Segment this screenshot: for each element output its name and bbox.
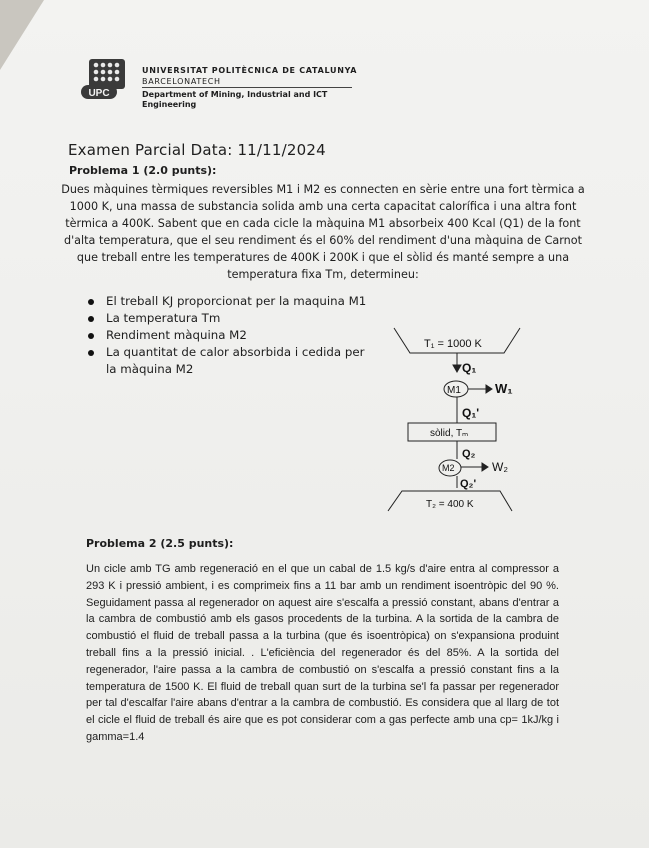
logo-text: UPC xyxy=(88,88,110,99)
bullet-item: El treball KJ proporcionat per la maquina M1 xyxy=(88,293,378,310)
q2-label: Q₂ xyxy=(462,448,476,460)
t1-label: T₁ = 1000 K xyxy=(424,338,482,350)
department-line2: Engineering xyxy=(142,100,197,109)
bullet-item: Rendiment màquina M2 xyxy=(88,327,378,344)
problem2-text: Un cicle amb TG amb regeneració en el que un cabal de 1.5 kg/s d'aire entra al compressor a 293 K i pressió ambient, i es comprimeix fins a 11 bar amb un rendiment isoentròpic del 90 %. Seguidament passa al regenerador on aquest aire s'escalfa a pressió constant, abans d'entrar a la cambra de combustió amb els gasos procedents de la turbina. A la sortida de la cambra de combustió el fluid de treball passa a la turbina (que és isoentròpica) on s'expansiona produint treball fins a la pressió inicial. . L'eficiència del regenerador és del 85%. A la sortida del regenerador, l'aire passa a la cambra de combustió on s'escalfa a pressió constant fins a la temperatura de 1500 K. El fluid de treball quan surt de la turbina se'l fa passar per regenerador per tal d'escalfar l'aire abans d'entrar a la cambra de combustió. Es considera que al llarg de tot el cicle el fluid de treball és aire que es pot considerar com a gas perfecte amb una cp= 1kJ/kg i gamma=1.4 xyxy=(86,563,559,743)
upc-logo xyxy=(79,57,135,101)
heat-engine-diagram xyxy=(380,325,540,525)
exam-title: Examen Parcial Data: 11/11/2024 xyxy=(68,141,326,159)
m1-label: M1 xyxy=(447,385,461,396)
folded-corner xyxy=(0,0,44,70)
bullet-item: La temperatura Tm xyxy=(88,310,378,327)
university-line1: UNIVERSITAT POLITÈCNICA DE CATALUNYA xyxy=(142,66,358,75)
m2-label: M2 xyxy=(442,463,455,473)
header-rule xyxy=(142,87,352,88)
problem1-text: Dues màquines tèrmiques reversibles M1 i M2 es connecten en sèrie entre una fort tèrmica a 1000 K, una massa de substancia solida amb una certa capacitat calorífica i una altra font tèrmica a 400K. Sabent que en cada cicle la màquina M1 absorbeix 400 Kcal (Q1) de la font d'alta temperatura, que el seu rendiment és el 60% del rendiment d'una màquina de Carnot que treball entre les temperatures de 400K i 200K i que el sòlid és manté sempre a una temperatura fixa Tm, determineu: xyxy=(61,183,585,281)
bullet-item: La quantitat de calor absorbida i cedida per la màquina M2 xyxy=(88,344,378,378)
t2-label: T₂ = 400 K xyxy=(426,499,474,510)
university-name xyxy=(142,65,357,87)
department-name xyxy=(142,90,327,110)
w1-label: W₁ xyxy=(495,381,513,396)
department-line1: Department of Mining, Industrial and ICT xyxy=(142,90,328,99)
q2-prime-label: Q₂' xyxy=(460,478,477,490)
q1-prime-label: Q₁' xyxy=(462,406,480,420)
q1-label: Q₁ xyxy=(462,361,477,375)
university-line2: BARCELONATECH xyxy=(142,77,221,86)
problem1-heading: Problema 1 (2.0 punts): xyxy=(69,164,217,177)
w2-label: W₂ xyxy=(492,460,508,474)
problem1-bullet-list xyxy=(88,293,378,378)
problem2-heading: Problema 2 (2.5 punts): xyxy=(86,537,234,550)
solid-label: sòlid, Tₘ xyxy=(430,428,469,439)
